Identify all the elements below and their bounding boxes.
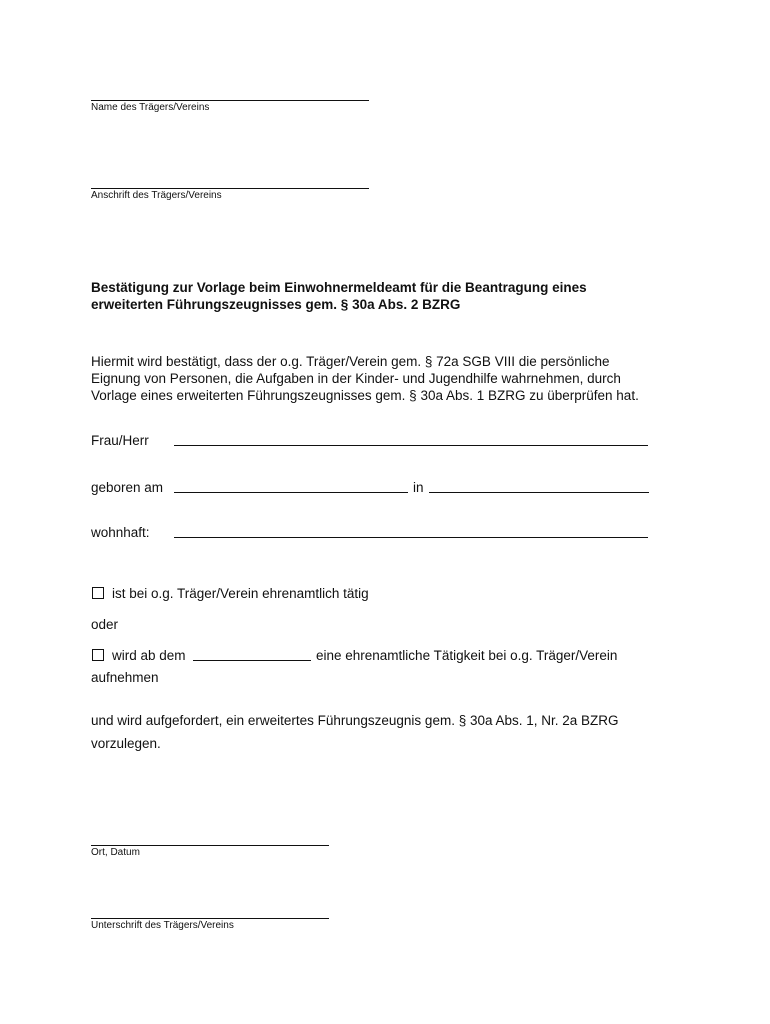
title-line-2: erweiterten Führungszeugnisses gem. § 30a Abs. 2 BZRG	[91, 297, 461, 312]
option1-label: ist bei o.g. Träger/Verein ehrenamtlich tätig	[112, 586, 369, 601]
option2-label-start: wird ab dem	[112, 648, 186, 663]
person-label: Frau/Herr	[91, 433, 149, 448]
closing-paragraph	[91, 709, 741, 755]
name-label: Name des Trägers/Vereins	[91, 102, 210, 113]
address-line[interactable]	[91, 188, 369, 189]
residence-field[interactable]	[174, 537, 648, 538]
signature-label: Unterschrift des Trägers/Vereins	[91, 920, 234, 931]
intro-line-3: Vorlage eines erweiterten Führungszeugnisses gem. § 30a Abs. 1 BZRG zu überprüfen hat.	[91, 388, 639, 403]
birthplace-label: in	[413, 480, 424, 495]
intro-line-2: Eignung von Personen, die Aufgaben in der Kinder- und Jugendhilfe wahrnehmen, durch	[91, 371, 621, 386]
signature-line[interactable]	[91, 918, 329, 919]
address-label: Anschrift des Trägers/Vereins	[91, 190, 222, 201]
place-date-label: Ort, Datum	[91, 847, 140, 858]
birthplace-field[interactable]	[429, 492, 649, 493]
option2-checkbox[interactable]	[92, 649, 104, 661]
closing-line-2: vorzulegen.	[91, 736, 161, 751]
document-title	[91, 279, 731, 313]
title-line-1: Bestätigung zur Vorlage beim Einwohnermeldeamt für die Beantragung eines	[91, 280, 587, 295]
name-line[interactable]	[91, 100, 369, 101]
born-label: geboren am	[91, 480, 164, 495]
option1-checkbox[interactable]	[92, 587, 104, 599]
closing-line-1: und wird aufgefordert, ein erweitertes Führungszeugnis gem. § 30a Abs. 1, Nr. 2a BZRG	[91, 713, 619, 728]
start-date-field[interactable]	[193, 660, 311, 661]
option2-label-line2: aufnehmen	[91, 670, 159, 685]
birthdate-field[interactable]	[174, 492, 408, 493]
place-date-line[interactable]	[91, 845, 329, 846]
residence-label: wohnhaft:	[91, 525, 150, 540]
option2-label-end: eine ehrenamtliche Tätigkeit bei o.g. Träger/Verein	[316, 648, 618, 663]
intro-line-1: Hiermit wird bestätigt, dass der o.g. Träger/Verein gem. § 72a SGB VIII die persönliche	[91, 354, 610, 369]
intro-paragraph	[91, 353, 741, 404]
or-text: oder	[91, 617, 119, 632]
person-field[interactable]	[174, 445, 648, 446]
